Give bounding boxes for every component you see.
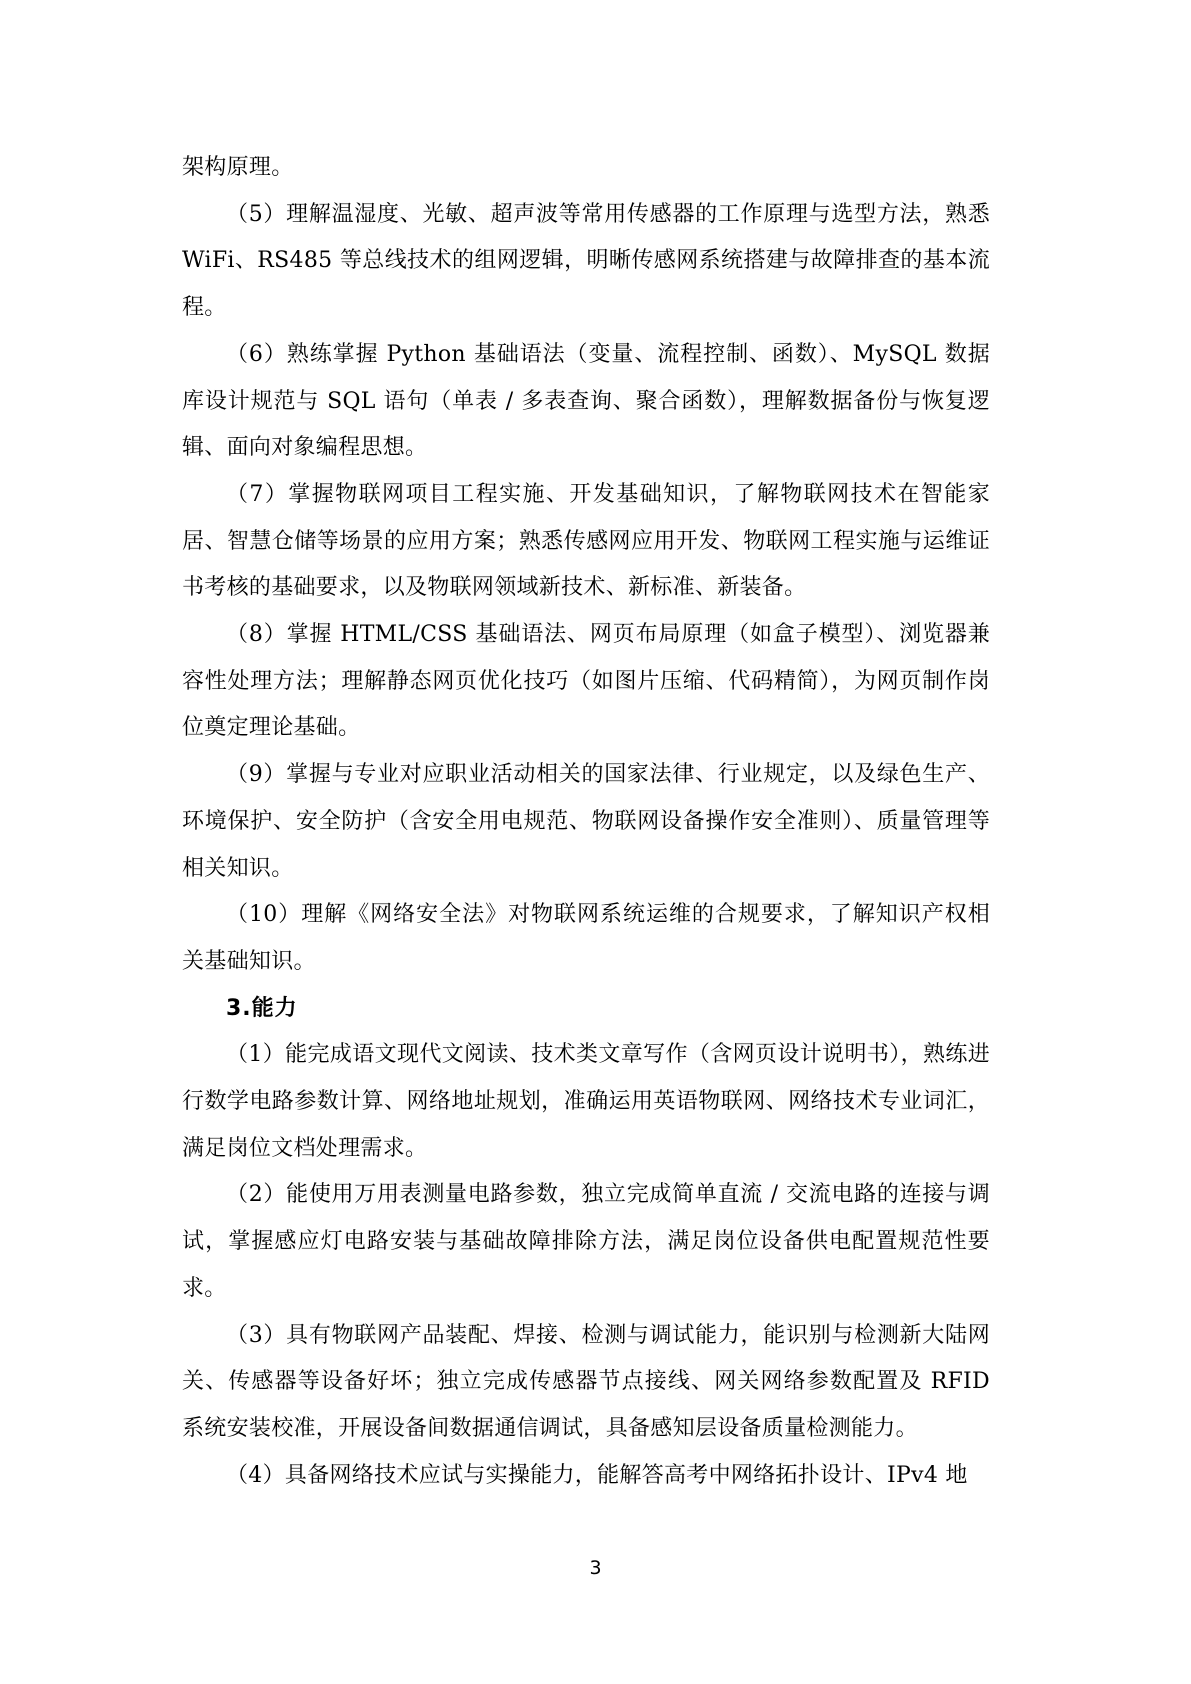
paragraph-item-7: （7）掌握物联网项目工程实施、开发基础知识，了解物联网技术在智能家居、智慧仓储等场景的应用方案；熟悉传感网应用开发、物联网工程实施与运维证书考核的基础要求，以及物联网领域新技术、新标准、新装备。: [182, 481, 990, 601]
paragraph-item-6: （6）熟练掌握 Python 基础语法（变量、流程控制、函数）、MySQL 数据库设计规范与 SQL 语句（单表 / 多表查询、聚合函数），理解数据备份与恢复逻辑、面向对象编程思想。: [182, 341, 990, 461]
paragraph-item-5: （5）理解温湿度、光敏、超声波等常用传感器的工作原理与选型方法，熟悉 WiFi、RS485 等总线技术的组网逻辑，明晰传感网系统搭建与故障排查的基本流程。: [182, 201, 990, 321]
page-number: 3: [589, 1557, 602, 1579]
paragraph-item-9: （9）掌握与专业对应职业活动相关的国家法律、行业规定，以及绿色生产、环境保护、安全防护（含安全用电规范、物联网设备操作安全准则）、质量管理等相关知识。: [182, 762, 990, 881]
paragraph-ability-1: （1）能完成语文现代文阅读、技术类文章写作（含网页设计说明书），熟练进行数学电路参数计算、网络地址规划，准确运用英语物联网、网络技术专业词汇，满足岗位文档处理需求。: [182, 1042, 990, 1161]
section-heading-ability: 3.能力: [226, 995, 298, 1021]
paragraph-item-10: （10）理解《网络安全法》对物联网系统运维的合规要求，了解知识产权相关基础知识。: [182, 902, 990, 974]
paragraph-continuation: 架构原理。: [182, 155, 294, 180]
document-body: [182, 145, 990, 1499]
paragraph-ability-4-partial: （4）具备网络技术应试与实操能力，能解答高考中网络拓扑设计、IPv4 地: [226, 1462, 968, 1488]
paragraph-item-8: （8）掌握 HTML/CSS 基础语法、网页布局原理（如盒子模型）、浏览器兼容性处理方法；理解静态网页优化技巧（如图片压缩、代码精简），为网页制作岗位奠定理论基础。: [182, 622, 990, 741]
paragraph-ability-3: （3）具有物联网产品装配、焊接、检测与调试能力，能识别与检测新大陆网关、传感器等设备好坏；独立完成传感器节点接线、网关网络参数配置及 RFID 系统安装校准，开展设备间数据通信调试，具备感知层设备质量检测能力。: [182, 1322, 990, 1441]
paragraph-ability-2: （2）能使用万用表测量电路参数，独立完成简单直流 / 交流电路的连接与调试，掌握感应灯电路安装与基础故障排除方法，满足岗位设备供电配置规范性要求。: [182, 1182, 990, 1301]
